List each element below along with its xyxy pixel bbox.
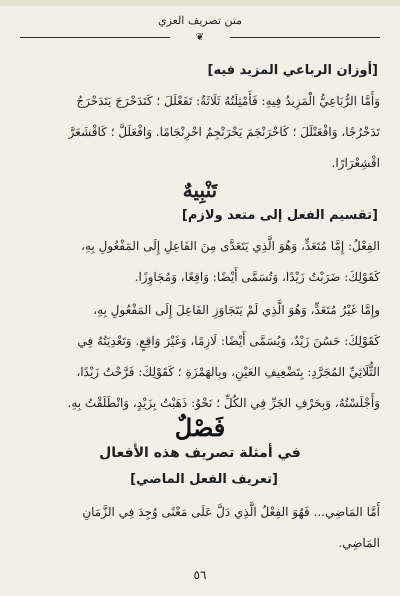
- page-number: ٥٦: [193, 568, 207, 582]
- running-header: [20, 14, 380, 28]
- header-rule: [20, 32, 380, 44]
- page-top-edge: [0, 0, 400, 6]
- text-line: الفِعْلُ: إِمَّا مُتَعَدٍّ، وَهُوَ الَّذِي يَتَعَدَّى مِنَ الفَاعِلِ إِلَى المَفْعُولِ بِهِ،: [81, 239, 380, 253]
- header-ornament-icon: ❦: [170, 32, 230, 44]
- text-line: كَقَوْلِكَ: ضَرَبْتُ زَيْدًا، وَتُسَمَّى أَيْضًا: وَاقِعًا، وَمُجَاوِزًا.: [134, 270, 380, 284]
- section-heading-past: [تعريف الفعل الماضي]: [130, 472, 278, 487]
- text-line: الثُّلَاثِيِّ المُجَرَّدِ: بِتَضْعِيفِ العَيْنِ، وبِالهَمْزَةِ ؛ كَقَوْلِكَ: فَرَّحْتُ زَيْدًا،: [76, 365, 380, 379]
- paragraph-rubai: [22, 86, 380, 179]
- paragraph-intransitive: [22, 295, 380, 419]
- section-heading-past-text: تعريف الفعل الماضي: [136, 472, 273, 487]
- text-line: تَدَحْرُجًا، وَافْعَنْلَلَ ؛ كَاحْرَنْجَمَ يَحْرَنْجِمُ احْرِنْجَامًا. وَافْعَلَلَّ ؛ كَاقْشَعَرَّ: [68, 125, 380, 139]
- text-line: وَأَمَّا الرُّبَاعِيُّ الْمَزِيدُ فِيهِ: فَأَمْثِلَتُهُ ثَلَاثَةٌ: تَفَعْلَلَ ؛ كَتَدَحْرَجَ يَتَدَحْرَجُ: [76, 94, 380, 108]
- section-heading-transitive-text: تقسيم الفعل إلى متعد ولازم: [187, 208, 373, 223]
- paragraph-transitive: [22, 231, 380, 293]
- paragraph-past: [22, 497, 380, 559]
- fasl-title: فَصْلٌ: [174, 413, 226, 442]
- tanbih-title: تَنْبِيهٌ: [182, 178, 218, 202]
- text-line: وإِمَّا غَيْرُ مُتَعَدٍّ، وَهُوَ الَّذِي لَمْ يَتَجَاوَزِ الفَاعِلَ إِلَى المَفْعُولِ بِهِ،: [93, 303, 380, 317]
- text-line: أَمَّا المَاضِي... فَهُوَ الفِعْلُ الَّذِي دَلَّ عَلَى مَعْنًى وُجِدَ فِي الزَّمَانِ: [82, 505, 380, 519]
- fasl-subtitle: في أمثلة تصريف هذه الأفعال: [99, 445, 301, 461]
- section-heading-rubai-text: أوزان الرباعي المزيد فيه: [213, 63, 373, 78]
- section-heading-transitive: [تقسيم الفعل إلى متعد ولازم]: [181, 208, 378, 223]
- text-line: وَأَجْلَسْتُهُ، وَبِحَرْفِ الجَرِّ فِي الكُلِّ ؛ نَحْوُ: ذَهَبْتُ بِزَيْدٍ، وَانْطَلَقْتُ بِهِ.: [67, 396, 380, 410]
- section-heading-rubai: [أوزان الرباعي المزيد فيه]: [207, 63, 378, 78]
- text-line: المَاضِي.: [338, 536, 380, 550]
- text-line: كَقَوْلِكَ: حَسُنَ زَيْدٌ، وَيُسَمَّى أَيْضًا: لَازِمًا، وَغَيْرَ وَاقِعٍ. وَتَعْدِيَتُهُ فِي: [77, 334, 380, 348]
- header-title: متن تصريف العزي: [157, 14, 243, 27]
- text-line: اقْشِعْرَارًا.: [331, 156, 380, 170]
